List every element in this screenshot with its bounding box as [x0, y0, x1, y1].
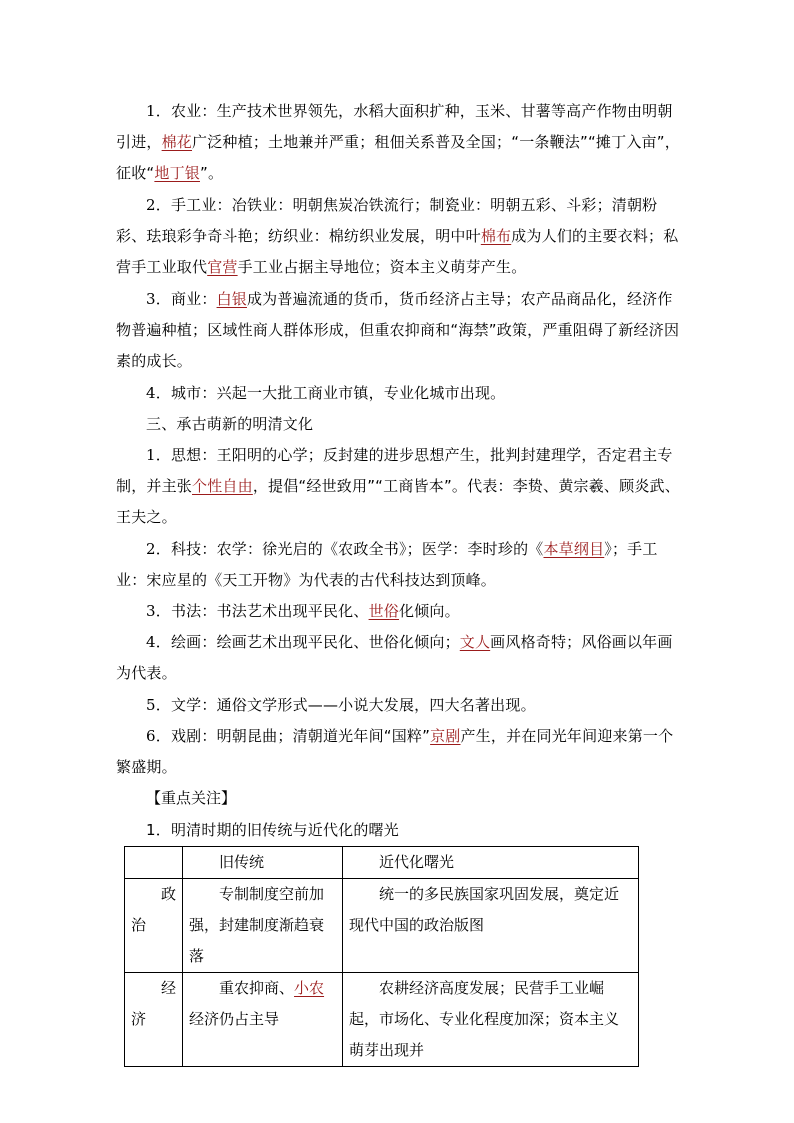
keyword-link[interactable]: 白银	[216, 290, 247, 308]
item-label: 农业：	[170, 102, 217, 120]
text-run: 通俗文学形式——小说大发展，四大名著出现。	[216, 696, 536, 714]
text-run: 兴起一大批工商业市镇，专业化城市出现。	[216, 384, 506, 402]
modern-dawn-cell: 统一的多民族国家巩固发展，奠定近现代中国的政治版图	[343, 879, 639, 973]
commerce-paragraph	[116, 284, 686, 377]
text-run: ”。	[199, 164, 224, 182]
section-heading-culture	[116, 409, 686, 440]
item-number: 1．	[146, 102, 171, 120]
text-run: 王阳明的心学；反封建的进步思想产生，批判封建理学，否定君主专制，并主张	[116, 446, 673, 495]
item-number: 1．	[146, 446, 171, 464]
city-paragraph	[116, 378, 686, 409]
painting-paragraph	[116, 627, 686, 689]
old-tradition-cell	[183, 973, 343, 1067]
header-cell: 近代化曙光	[343, 847, 639, 879]
keyword-link[interactable]: 棉花	[161, 133, 193, 151]
item-label: 商业：	[170, 290, 217, 308]
table-header-row	[125, 847, 639, 879]
calligraphy-paragraph	[116, 596, 686, 627]
item-number: 3．	[146, 602, 171, 620]
item-label: 书法：	[170, 602, 217, 620]
text-run: 书法艺术出现平民化、	[216, 602, 369, 620]
old-tradition-cell: 专制制度空前加强，封建制度渐趋衰落	[183, 879, 343, 973]
science-paragraph	[116, 534, 686, 596]
header-cell: 旧传统	[183, 847, 343, 879]
item-number: 2．	[146, 196, 171, 214]
header-cell	[125, 847, 183, 879]
item-label: 思想：	[170, 446, 217, 464]
text-run: 产生，并在同光年间迎来第一个繁盛期。	[116, 727, 674, 776]
text-run: 画风格奇特；风俗画以年画为代表。	[116, 633, 673, 682]
text-run: 农学：徐光启的《农政全书》；医学：李时珍的《	[216, 540, 544, 558]
text-run: 经济仍占主导	[189, 1010, 280, 1028]
thought-paragraph	[116, 440, 686, 533]
text-run: 广泛种植；土地兼并严重；租佃关系普及全国；“一条鞭法”“摊丁入亩”，征收“	[116, 133, 680, 182]
text-run: 重农抑商、	[219, 979, 295, 997]
item-number: 5．	[146, 696, 171, 714]
table-row	[125, 973, 639, 1067]
row-label-cell: 经济	[125, 973, 183, 1067]
comparison-table	[124, 846, 639, 1067]
text-run: 化倾向。	[398, 602, 460, 620]
opera-paragraph	[116, 721, 686, 783]
row-label-cell: 政治	[125, 879, 183, 973]
keyword-link[interactable]: 个性自由	[192, 477, 253, 495]
item-number: 6．	[146, 727, 171, 745]
text-run: 手工业占据主导地位；资本主义萌芽产生。	[237, 258, 527, 276]
item-number: 4．	[146, 384, 171, 402]
text-run: 绘画艺术出现平民化、世俗化倾向；	[216, 633, 460, 651]
agriculture-paragraph	[116, 96, 686, 189]
text-run: 生产技术世界领先，水稻大面积扩种，玉米、甘薯等高产作物由明朝引进，	[116, 102, 673, 151]
keyword-link[interactable]: 地丁银	[154, 164, 200, 182]
item-number: 2．	[146, 540, 171, 558]
keyword-link[interactable]: 小农	[294, 979, 325, 997]
literature-paragraph	[116, 690, 686, 721]
keyword-link[interactable]: 世俗	[368, 602, 399, 620]
focus-item-text: 1．明清时期的旧传统与近代化的曙光	[146, 821, 399, 839]
modern-dawn-cell: 农耕经济高度发展；民营手工业崛起，市场化、专业化程度加深；资本主义萌芽出现并	[343, 973, 639, 1067]
keyword-link[interactable]: 文人	[459, 633, 491, 651]
text-run: 明朝昆曲；清朝道光年间“国粹”	[216, 727, 431, 745]
text-run: 成为普遍流通的货币，货币经济占主导；农产品商品化，经济作物普遍种植；区域性商人群体形成，但重农抑商和“海禁”政策，严重阻碍了新经济因素的成长。	[116, 290, 680, 370]
item-label: 科技：	[170, 540, 217, 558]
keyword-link[interactable]: 官营	[207, 258, 238, 276]
keyword-link[interactable]: 京剧	[430, 727, 461, 745]
item-number: 3．	[146, 290, 171, 308]
item-label: 城市：	[170, 384, 217, 402]
text-run: 成为人们的主要衣料；私营手工业取代	[116, 227, 679, 276]
focus-item	[116, 815, 686, 846]
text-run: 冶铁业：明朝焦炭冶铁流行；制瓷业：明朝五彩、斗彩；清朝粉彩、珐琅彩争奇斗艳；纺织业：棉纺织业发展，明中叶	[116, 196, 658, 245]
item-label: 绘画：	[170, 633, 217, 651]
item-number: 4．	[146, 633, 171, 651]
table-row	[125, 879, 639, 973]
item-label: 手工业：	[170, 196, 232, 214]
section-heading: 三、承古萌新的明清文化	[146, 415, 314, 433]
item-label: 戏剧：	[170, 727, 217, 745]
keyword-link[interactable]: 本草纲目	[543, 540, 605, 558]
handicraft-paragraph	[116, 190, 686, 283]
item-label: 文学：	[170, 696, 217, 714]
focus-heading: 【重点关注】	[146, 789, 237, 807]
keyword-link[interactable]: 棉布	[480, 227, 512, 245]
text-run: 》；手工业：宋应星的《天工开物》为代表的古代科技达到顶峰。	[116, 540, 658, 589]
text-run: ，提倡“经世致用”“工商皆本”。代表：李贽、黄宗羲、顾炎武、王夫之。	[116, 477, 680, 526]
